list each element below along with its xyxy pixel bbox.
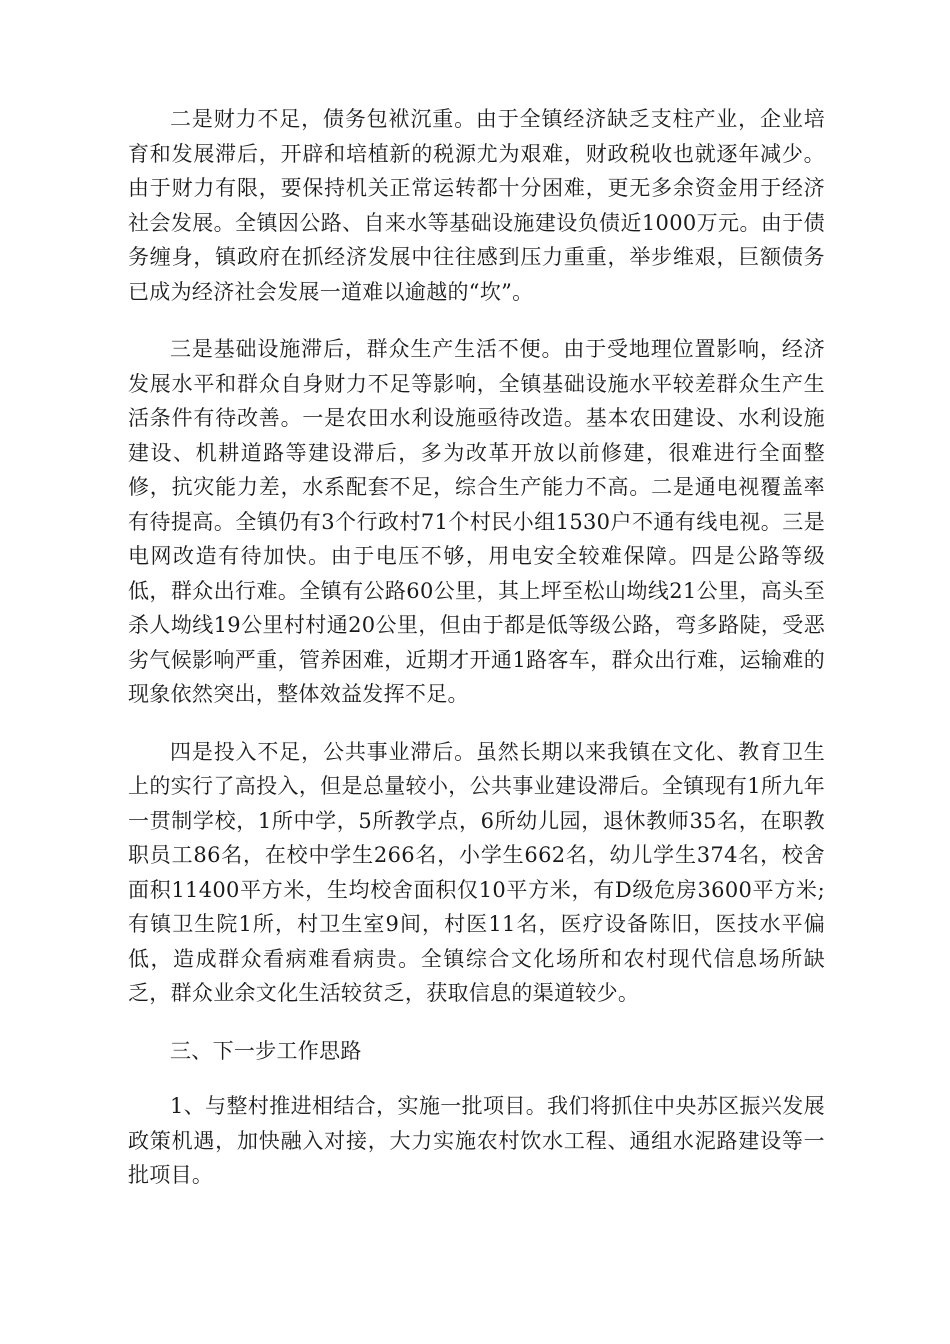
paragraph-infrastructure: 三是基础设施滞后，群众生产生活不便。由于受地理位置影响，经济发展水平和群众自身财力不足等影响，全镇基础设施水平较差群众生产生活条件有待改善。一是农田水利设施亟待改造。基本农田建设、水利设施建设、机耕道路等建设滞后，多为改革开放以前修建，很难进行全面整修，抗灾能力差，水系配套不足，综合生产能力不高。二是通电视覆盖率有待提高。全镇仍有3个行政村71个村民小组1530户不通有线电视。三是电网改造有待加快。由于电压不够，用电安全较难保障。四是公路等级低，群众出行难。全镇有公路60公里，其上坪至松山坳线21公里，高头至杀人坳线19公里村村通20公里，但由于都是低等级公路，弯多路陡，受恶劣气候影响严重，管养困难，近期才开通1路客车，群众出行难，运输难的现象依然突出，整体效益发挥不足。: [128, 337, 825, 706]
section-heading-next-steps: 三、下一步工作思路: [170, 1038, 362, 1063]
paragraph-project-plan: 1、与整村推进相结合，实施一批项目。我们将抓住中央苏区振兴发展政策机遇，加快融入对接，大力实施农村饮水工程、通组水泥路建设等一批项目。: [128, 1094, 825, 1187]
document-body: [128, 102, 825, 1216]
paragraph-public-services: 四是投入不足，公共事业滞后。虽然长期以来我镇在文化、教育卫生上的实行了高投入，但是总量较小，公共事业建设滞后。全镇现有1所九年一贯制学校，1所中学，5所教学点，6所幼儿园，退休教师35名，在职教职员工86名，在校中学生266名，小学生662名，幼儿学生374名，校舍面积11400平方米，生均校舍面积仅10平方米，有D级危房3600平方米;有镇卫生院1所，村卫生室9间，村医11名，医疗设备陈旧，医技水平偏低，造成群众看病难看病贵。全镇综合文化场所和农村现代信息场所缺乏，群众业余文化生活较贫乏，获取信息的渠道较少。: [128, 739, 825, 1005]
paragraph-financial-debt: 二是财力不足，债务包袱沉重。由于全镇经济缺乏支柱产业，企业培育和发展滞后，开辟和培植新的税源尤为艰难，财政税收也就逐年减少。由于财力有限，要保持机关正常运转都十分困难，更无多余资金用于经济社会发展。全镇因公路、自来水等基础设施建设负债近1000万元。由于债务缠身，镇政府在抓经济发展中往往感到压力重重，举步维艰，巨额债务已成为经济社会发展一道难以逾越的“坎”。: [128, 107, 825, 304]
